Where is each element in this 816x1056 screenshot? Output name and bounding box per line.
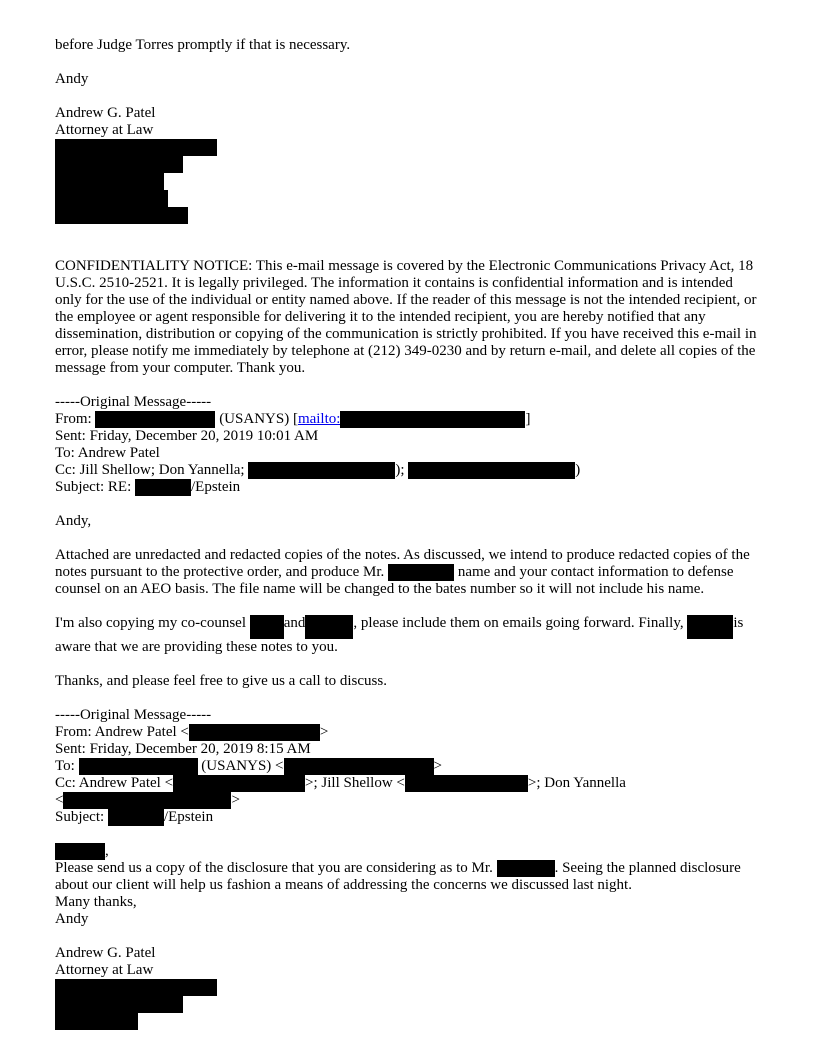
redaction [405,775,528,792]
message-paragraph: Thanks, and please feel free to give us a call to discuss. [55,673,387,689]
redaction [55,156,183,173]
sign-off: Andy [55,71,89,87]
subject-line: Subject: /Epstein [55,809,214,825]
to-line: To: Andrew Patel [55,445,160,461]
from-line: From: (USANYS) [mailto: ] [55,411,531,427]
message-separator: -----Original Message----- [55,707,212,723]
redaction [408,462,575,479]
redaction [55,996,183,1013]
closing: Many thanks, [55,894,137,910]
signature-title: Attorney at Law [55,122,154,138]
sign-off: Andy [55,911,89,927]
redaction [305,615,353,639]
redaction [250,615,284,639]
redaction [55,1013,138,1030]
redaction [95,411,215,428]
sent-line: Sent: Friday, December 20, 2019 10:01 AM [55,428,319,444]
redaction [284,758,434,775]
subject-line: Subject: RE: /Epstein [55,479,241,495]
cc-line: Cc: Jill Shellow; Don Yannella; ); ) [55,462,581,478]
to-line: To: (USANYS) < > [55,758,442,774]
redaction [189,724,320,741]
redaction [55,843,105,860]
signature-block-2 [55,945,765,1030]
redaction [55,173,164,190]
redaction [687,615,733,639]
sent-line: Sent: Friday, December 20, 2019 8:15 AM [55,741,311,757]
original-message-1 [55,394,765,690]
message-paragraph: Attached are unredacted and redacted copies of the notes. As discussed, we intend to produce redacted copies of the notes pursuant to the protective order, and produce Mr. name and your contact information to defense counsel on an AEO basis. The file name will be changed to the bates number so it will not include his name. [55,547,750,597]
redaction [340,411,525,428]
redaction [248,462,395,479]
from-line: From: Andrew Patel < > [55,724,329,740]
top-line: before Judge Torres promptly if that is necessary. [55,37,351,53]
signature-name: Andrew G. Patel [55,105,156,121]
redaction [108,809,164,826]
redaction [55,190,168,207]
redaction [497,860,555,877]
message-paragraph: I'm also copying my co-counsel and , please include them on emails going forward. Finally, is aware that we are providing these notes to you. [55,615,744,655]
message-paragraph: Please send us a copy of the disclosure that you are considering as to Mr. . Seeing the planned disclosure about our client will help us fashion a means of addressing the concerns we discussed last night. [55,860,741,893]
redaction [135,479,191,496]
email-document [55,37,765,1030]
redaction [55,139,217,156]
confidentiality-notice: CONFIDENTIALITY NOTICE: This e-mail message is covered by the Electronic Communications Privacy Act, 18 U.S.C. 2510-2521. It is legally privileged. The information it contains is confidential information and is intended only for the use of the individual or entity named above. If the reader of this message is not the intended recipient, or the employee or agent responsible for delivering it to the intended recipient, you are hereby notified that any dissemination, distribution or copying of the communication is strictly prohibited. If you have received this e-mail in error, please notify me immediately by telephone at (212) 349-0230 and by return e-mail, and delete all copies of the message from your computer. Thank you. [55,258,757,376]
greeting: , [55,843,765,860]
redaction [79,758,198,775]
signature-name: Andrew G. Patel [55,945,156,961]
original-message-2 [55,707,765,1030]
redaction [63,792,231,809]
redaction [55,979,217,996]
redaction [55,207,188,224]
greeting: Andy, [55,513,92,529]
signature-title: Attorney at Law [55,962,154,978]
cc-line: Cc: Andrew Patel < >; Jill Shellow < >; Don Yannella [55,775,626,791]
signature-block-1 [55,105,765,224]
message-separator: -----Original Message----- [55,394,212,410]
redaction [173,775,305,792]
redaction [388,564,454,581]
cc-line-continued: < > [55,792,240,808]
mailto-link[interactable]: mailto: [298,411,526,427]
